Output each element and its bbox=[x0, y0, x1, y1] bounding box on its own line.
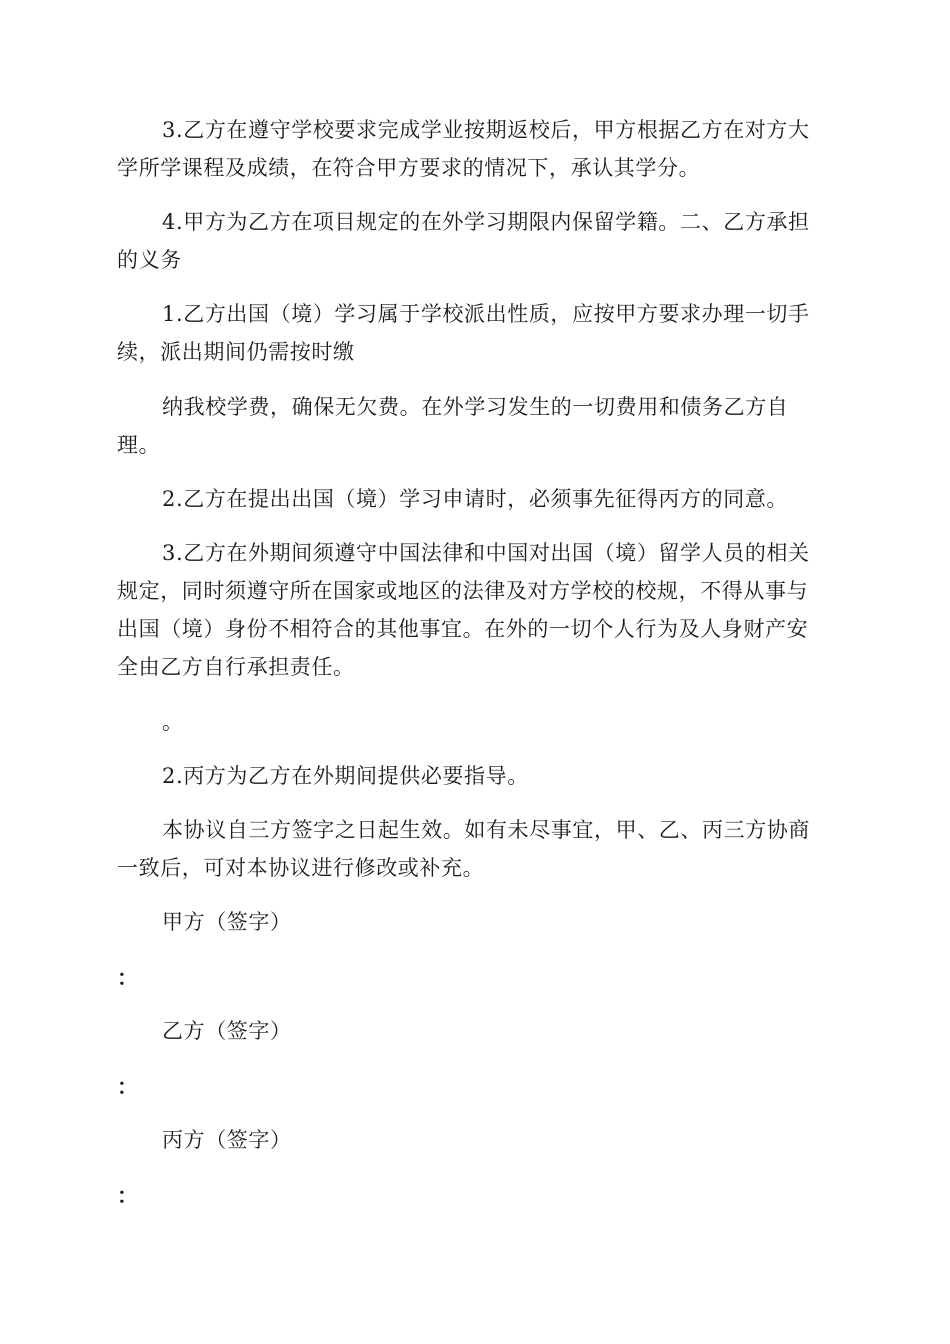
paragraph-line: 学所学课程及成绩，在符合甲方要求的情况下，承认其学分。 bbox=[117, 156, 701, 180]
paragraph-line: 4.甲方为乙方在项目规定的在外学习期限内保留学籍。二、乙方承担 bbox=[162, 210, 810, 234]
paragraph-line: 本协议自三方签字之日起生效。如有未尽事宜，甲、乙、丙三方协商 bbox=[162, 818, 810, 842]
paragraph-line: 纳我校学费，确保无欠费。在外学习发生的一切费用和债务乙方自 bbox=[162, 395, 789, 419]
signature-colon-party-b: ： bbox=[117, 1074, 138, 1099]
paragraph-line: 3.乙方在外期间须遵守中国法律和中国对出国（境）留学人员的相关 bbox=[162, 541, 810, 565]
paragraph-line: 全由乙方自行承担责任。 bbox=[117, 655, 355, 679]
paragraph-line: 2.丙方为乙方在外期间提供必要指导。 bbox=[162, 764, 529, 788]
paragraph-line: 续，派出期间仍需按时缴 bbox=[117, 340, 355, 364]
paragraph-line: 出国（境）身份不相符合的其他事宜。在外的一切个人行为及人身财产安 bbox=[117, 617, 809, 641]
signature-label-party-a: 甲方（签字） bbox=[162, 910, 292, 934]
paragraph-line: 规定，同时须遵守所在国家或地区的法律及对方学校的校规，不得从事与 bbox=[117, 579, 809, 603]
paragraph-line: 。 bbox=[162, 710, 184, 734]
paragraph-line: 2.乙方在提出出国（境）学习申请时，必须事先征得丙方的同意。 bbox=[162, 487, 789, 511]
paragraph-line: 1.乙方出国（境）学习属于学校派出性质，应按甲方要求办理一切手 bbox=[162, 302, 810, 326]
paragraph-line: 3.乙方在遵守学校要求完成学业按期返校后，甲方根据乙方在对方大 bbox=[162, 118, 810, 142]
signature-label-party-c: 丙方（签字） bbox=[162, 1128, 292, 1152]
signature-colon-party-a: ： bbox=[117, 965, 138, 990]
paragraph-line: 的义务 bbox=[117, 248, 182, 272]
signature-colon-party-c: ： bbox=[117, 1183, 138, 1208]
signature-label-party-b: 乙方（签字） bbox=[162, 1019, 292, 1043]
paragraph-line: 理。 bbox=[117, 433, 161, 457]
paragraph-line: 一致后，可对本协议进行修改或补充。 bbox=[117, 856, 485, 880]
